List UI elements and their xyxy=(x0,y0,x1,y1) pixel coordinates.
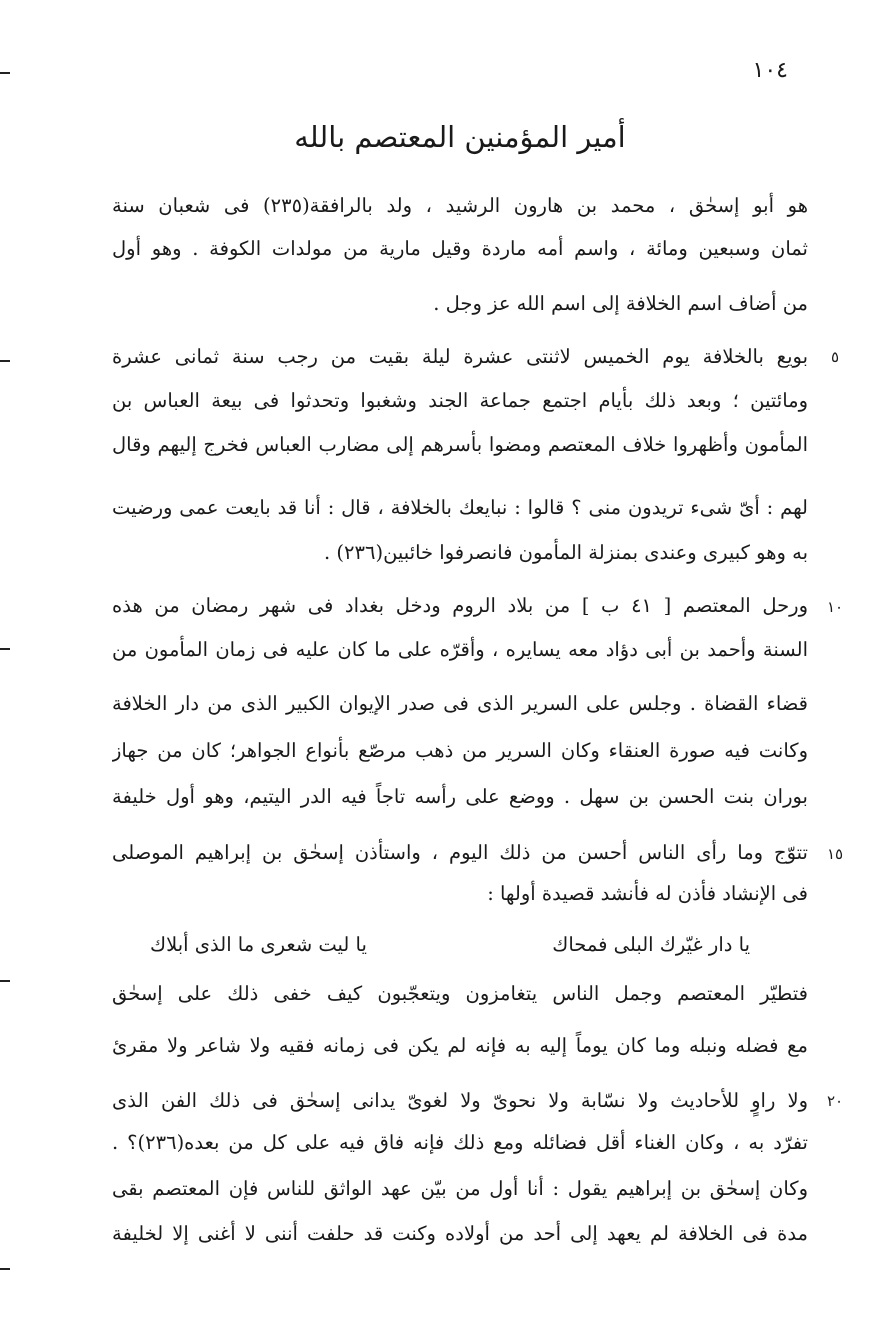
text-line-12: وكانت فيه صورة العنقاء وكان السرير من ذهب مرصّع بأنواع الجواهر؛ كان من جهاز xyxy=(112,739,808,762)
text-line-2: ثمان وسبعين ومائة ، واسم أمه ماردة وقيل مارية من مولدات الكوفة . وهو أول xyxy=(112,237,808,260)
text-line-7: لهم : أىّ شىء تريدون منى ؟ قالوا : نبايعك بالخلافة ، قال : أنا قد بايعت عمى ورضيت xyxy=(112,496,808,519)
text-line-9: ورحل المعتصم [ ٤١ ب ] من بلاد الروم ودخل بغداد فى شهر رمضان من هذه xyxy=(112,594,808,617)
verse xyxy=(150,924,750,966)
text-line-4: بويع بالخلافة يوم الخميس لاثنتى عشرة ليلة بقيت من رجب سنة ثمانى عشرة xyxy=(112,345,808,368)
edge-mark xyxy=(0,72,10,74)
text-line-15: فى الإنشاد فأذن له فأنشد قصيدة أولها : xyxy=(487,882,808,905)
text-line-3: من أضاف اسم الخلافة إلى اسم الله عز وجل . xyxy=(433,292,808,315)
edge-mark xyxy=(0,360,10,362)
verse-hemistich-1: يا دار غيّرك البلى فمحاك xyxy=(552,933,750,956)
text-line-16: فتطيّر المعتصم وجمل الناس يتغامزون ويتعجّبون كيف خفى ذلك على إسحٰق xyxy=(112,982,808,1005)
margin-number-20: ٢٠ xyxy=(826,1092,844,1110)
text-line-18: ولا راوٍ للأحاديث ولا نسّابة ولا نحوىّ ولا لغوىّ يدانى إسحٰق فى ذلك الفن الذى xyxy=(112,1089,808,1112)
edge-mark xyxy=(0,648,10,650)
text-line-8: به وهو كبيرى وعندى بمنزلة المأمون فانصرفوا خائبين(٢٣٦) . xyxy=(324,541,808,564)
margin-number-15: ١٥ xyxy=(826,845,844,863)
edge-mark xyxy=(0,1268,10,1270)
text-line-19: تفرّد به ، وكان الغناء أقل فضائله ومع ذلك فإنه فاق فيه على كل من بعده(٢٣٦)؟ . xyxy=(112,1131,808,1154)
edge-mark xyxy=(0,980,10,982)
page-number: ١٠٤ xyxy=(752,58,788,83)
text-line-5: ومائتين ؛ وبعد ذلك بأيام اجتمع جماعة الجند وشغبوا وتحدثوا فى بيعة العباس بن xyxy=(112,389,808,412)
text-line-6: المأمون وأظهروا خلاف المعتصم ومضوا بأسرهم إلى مضارب العباس فخرج إليهم وقال xyxy=(112,433,808,456)
margin-number-10: ١٠ xyxy=(826,598,844,616)
margin-number-5: ٥ xyxy=(830,348,840,366)
text-line-21: مدة فى الخلافة لم يعهد إلى أحد من أولاده وكنت قد حلفت أننى لا أغنى إلا لخليفة xyxy=(112,1222,808,1245)
text-line-11: قضاء القضاة . وجلس على السرير الذى فى صدر الإيوان الكبير الذى من دار الخلافة xyxy=(112,692,808,715)
text-line-20: وكان إسحٰق بن إبراهيم يقول : أنا أول من بيّن عهد الواثق للناس فإن المعتصم بقى xyxy=(112,1177,808,1200)
text-line-13: بوران بنت الحسن بن سهل . ووضع على رأسه تاجاً فيه الدر اليتيم، وهو أول خليفة xyxy=(112,785,808,808)
verse-hemistich-2: يا ليت شعرى ما الذى أبلاك xyxy=(150,933,367,956)
text-line-10: السنة وأحمد بن أبى دؤاد معه يسايره ، وأقرّه على ما كان عليه فى زمان المأمون من xyxy=(112,638,808,661)
page-title: أمير المؤمنين المعتصم بالله xyxy=(294,120,626,154)
text-line-1: هو أبو إسحٰق ، محمد بن هارون الرشيد ، ولد بالرافقة(٢٣٥) فى شعبان سنة xyxy=(112,194,808,217)
text-line-14: تتوّج وما رأى الناس أحسن من ذلك اليوم ، واستأذن إسحٰق بن إبراهيم الموصلى xyxy=(112,841,808,864)
text-line-17: مع فضله ونبله وما كان يوماً إليه به فإنه لم يكن فى زمانه فقيه ولا شاعر ولا مقرئ xyxy=(112,1034,808,1057)
